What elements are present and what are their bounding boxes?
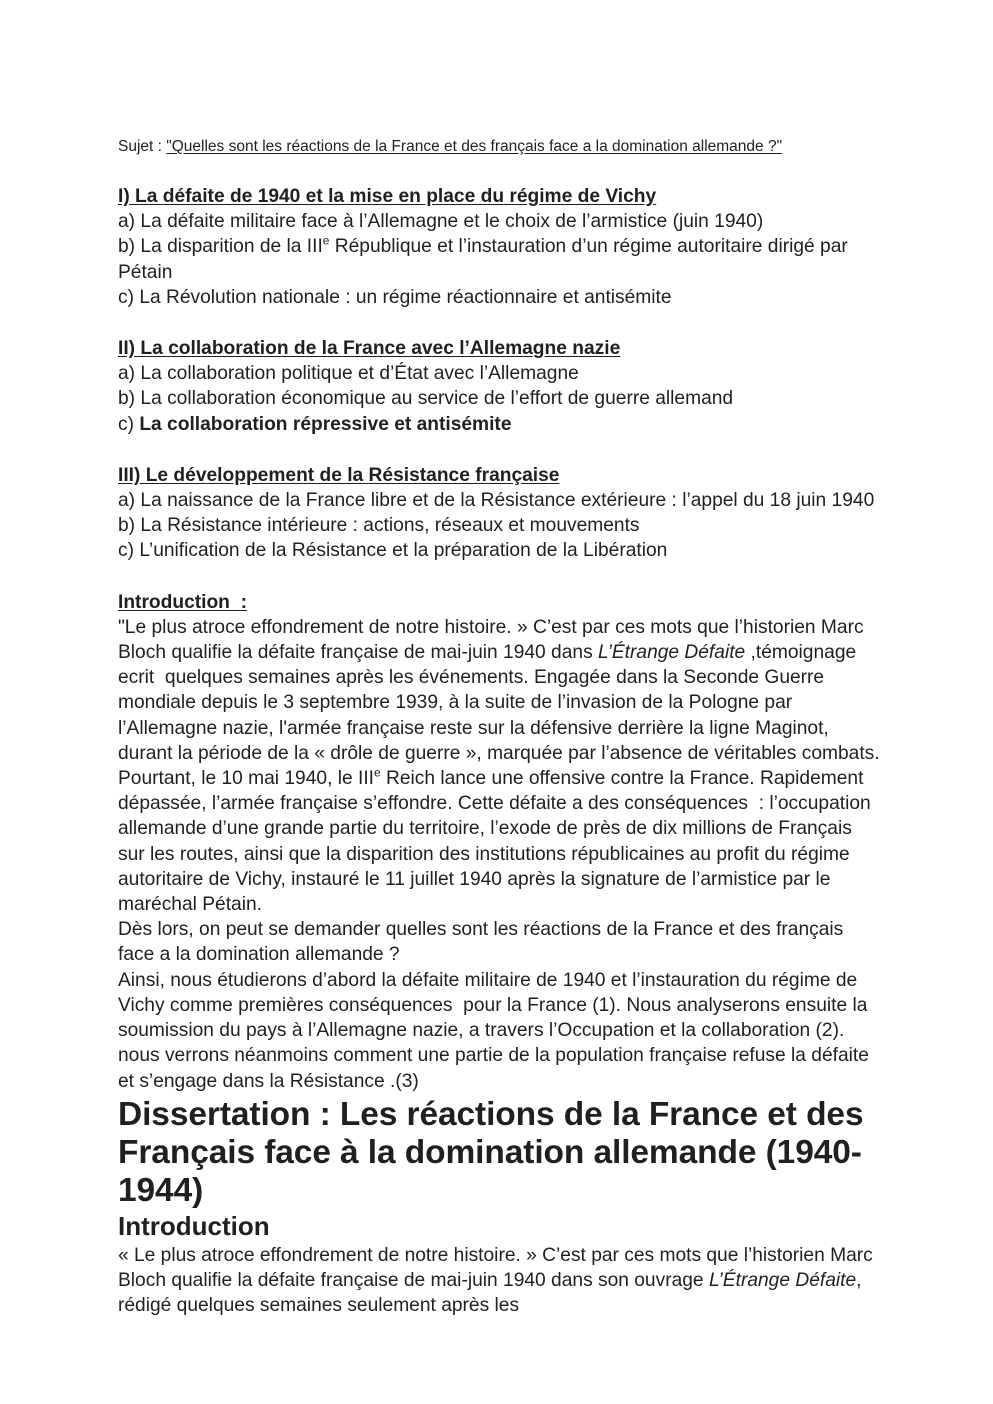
plan-heading-3: III) Le développement de la Résistance française — [118, 464, 560, 486]
dissertation-subtitle: Introduction — [118, 1210, 270, 1241]
subject-prefix: Sujet : — [118, 138, 167, 155]
introduction-paragraph-1 — [118, 615, 883, 766]
plan-section-3 — [118, 463, 883, 564]
introduction-paragraph-4: Ainsi, nous étudierons d’abord la défaite militaire de 1940 et l’instauration du régime de Vichy comme premières conséquences pour la France (1). Nous analyserons ensuite la soumission du pays à l’Allemagne nazie, a travers l’Occupation et la collaboration (2). nous verrons néanmoins comment une partie de la population française refuse la défaite et s’engage dans la Résistance .(3) — [118, 969, 875, 1092]
plan-section-1 — [118, 184, 883, 310]
plan-heading-2: II) La collaboration de la France avec l’Allemagne nazie — [118, 338, 621, 360]
plan-item-1b — [118, 234, 883, 284]
subject-quoted-text: "Quelles sont les réactions de la France et des français face a la domination allemande ?" — [166, 138, 783, 155]
introduction-paragraph-2 — [118, 766, 883, 917]
ordinal-superscript-e: e — [322, 234, 330, 249]
subject-line — [118, 136, 883, 158]
plan-item-1c: c) La Révolution nationale : un régime réactionnaire et antisémite — [118, 286, 672, 308]
plan-item-3b: b) La Résistance intérieure : actions, réseaux et mouvements — [118, 515, 640, 537]
intro-p1-part1: "Le plus atroce effondrement de notre histoire. » C’est par ces mots que l’historien Marc Bloch qualifie la défaite française de mai-juin 1940 dans — [118, 616, 869, 664]
plan-heading-1: I) La défaite de 1940 et la mise en place du régime de Vichy — [118, 186, 657, 207]
plan-item-1b-prefix: b) La disparition de la III — [118, 236, 323, 258]
document-body — [118, 184, 883, 1318]
plan-item-2a: a) La collaboration politique et d’État avec l’Allemagne — [118, 363, 579, 385]
diss-book-title: L’Étrange Défaite — [708, 1269, 857, 1291]
plan-item-2c — [118, 412, 883, 437]
plan-item-3c: c) L’unification de la Résistance et la préparation de la Libération — [118, 540, 668, 562]
introduction-paragraph-3: Dès lors, on peut se demander quelles sont les réactions de la France et des français face a la domination allemande ? — [118, 919, 849, 966]
intro-p1-book-title: L’Étrange Défaite — [598, 642, 746, 664]
introduction-heading: Introduction : — [118, 591, 247, 613]
plan-item-1b-suffix: République et l’instauration d’un régime autoritaire dirigé par Pétain — [118, 236, 854, 283]
diss-part2: , rédigé quelques semaines seulement après les — [118, 1269, 867, 1317]
intro-p1-part2: ,témoignage ecrit quelques semaines après les événements. Engagée dans la Seconde Guerre mondiale depuis le 3 septembre 1939, à la suite de l’invasion de la Pologne par l’Allemagne nazie, l'armée française reste sur la défensive derrière la ligne Maginot, durant la période de la « drôle de guerre », marquée par l’absence de véritables combats. — [118, 642, 880, 764]
plan-section-2 — [118, 336, 883, 437]
plan-item-2c-bold-text: La collaboration répressive et antisémite — [139, 413, 512, 435]
plan-item-2b: b) La collaboration économique au service de l’effort de guerre allemand — [118, 388, 734, 410]
introduction-section — [118, 590, 883, 1094]
ordinal-superscript-e: e — [374, 765, 381, 780]
plan-item-1a: a) La défaite militaire face à l’Allemagne et le choix de l’armistice (juin 1940) — [118, 211, 764, 233]
plan-item-2c-prefix: c) — [118, 413, 140, 435]
plan-item-3a: a) La naissance de la France libre et de la Résistance extérieure : l’appel du 18 juin 1940 — [118, 490, 875, 512]
diss-part1: « Le plus atroce effondrement de notre histoire. » C’est par ces mots que l’historien Marc Bloch qualifie la défaite française de mai-juin 1940 dans son ouvrage — [118, 1244, 879, 1291]
intro-p2-part2: Reich lance une offensive contre la France. Rapidement dépassée, l’armée française s’effondre. Cette défaite a des conséquences : l’occupation allemande d’une grande partie du territoire, l’exode de près de dix millions de Français sur les routes, ainsi que la disparition des institutions républicaines au profit du régime autoritaire de Vichy, instauré le 11 juillet 1940 après la signature de l’armistice par le maréchal Pétain. — [118, 768, 877, 916]
dissertation-paragraph — [118, 1243, 883, 1319]
intro-p2-part1: Pourtant, le 10 mai 1940, le III — [118, 768, 374, 790]
dissertation-title: Dissertation : Les réactions de la France et des Français face à la domination allemande (1940-1944) — [118, 1095, 873, 1209]
